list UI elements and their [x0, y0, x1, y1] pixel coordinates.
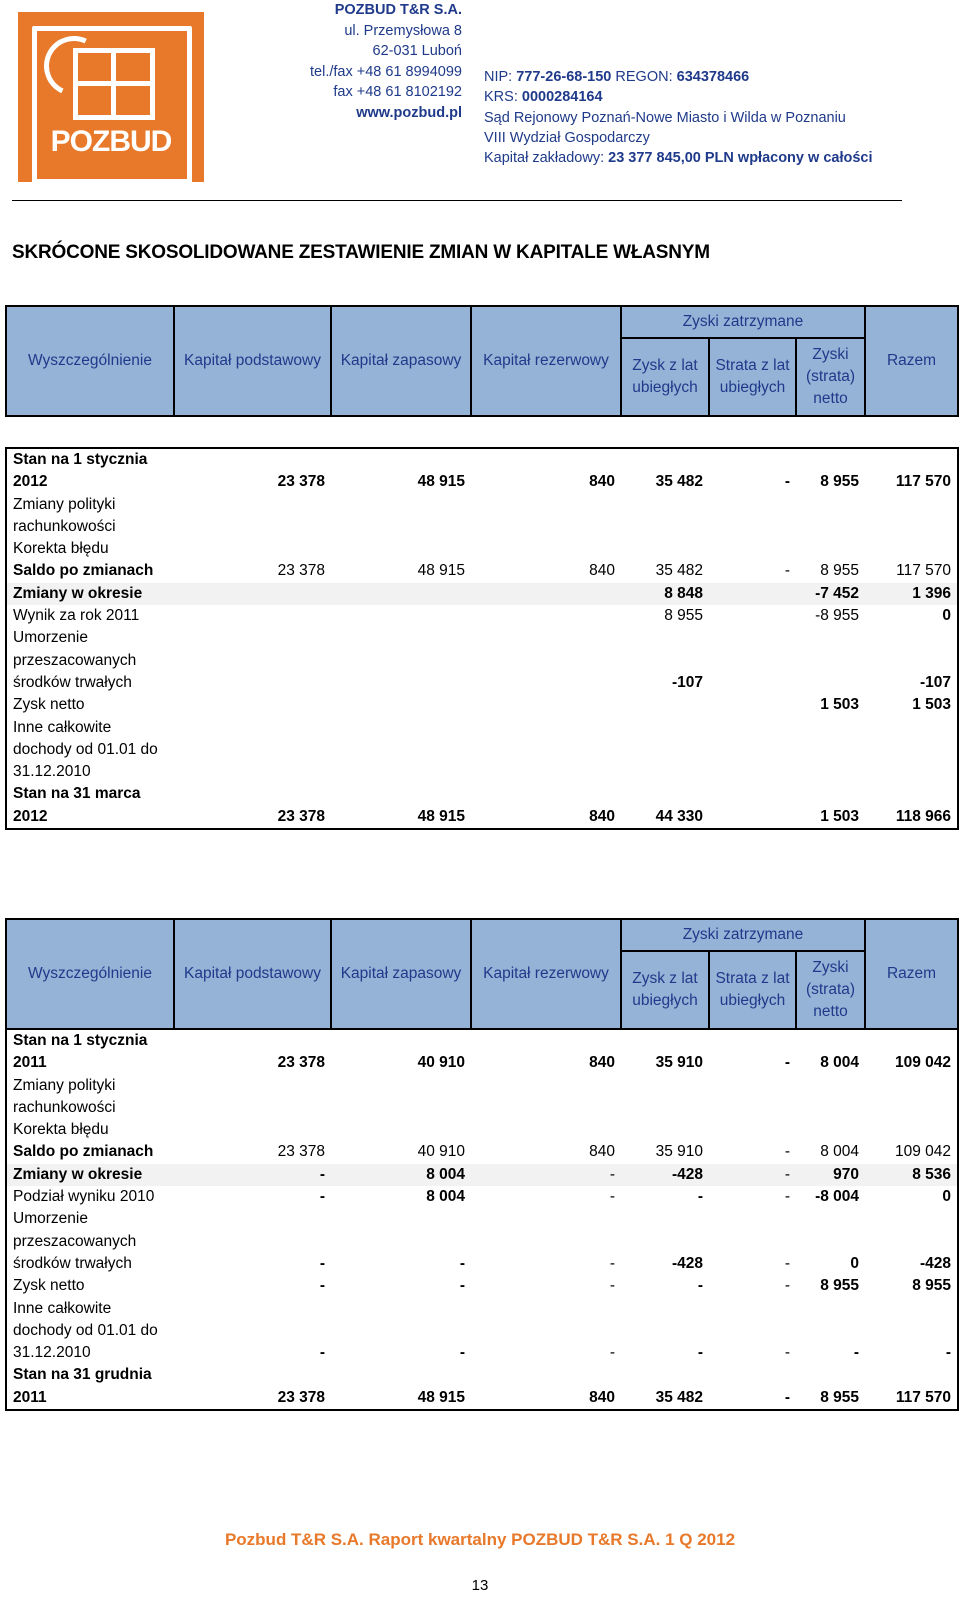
value-cell: 117 570: [865, 1364, 958, 1410]
value-cell: -: [319, 1277, 325, 1295]
table-row: [6, 717, 958, 784]
value-cell: 8 955: [664, 607, 703, 625]
value-cell: 48 915: [331, 783, 471, 829]
value-cell: -: [784, 1344, 790, 1362]
value-cell: 8 004: [331, 1164, 471, 1186]
value-cell: [796, 1119, 865, 1141]
table-row: [6, 538, 958, 560]
col-header-total: Razem: [865, 306, 958, 416]
table-row: [6, 1141, 958, 1163]
value-cell: 1 503: [796, 783, 865, 829]
value-cell: [174, 694, 331, 716]
value-cell: -: [609, 1188, 615, 1206]
value-cell: [796, 627, 865, 694]
value-cell: [331, 605, 471, 627]
value-cell: [331, 583, 471, 605]
value-cell: 0: [865, 1186, 958, 1208]
value-cell: -: [865, 1298, 958, 1365]
value-cell: -: [709, 1164, 796, 1186]
value-cell: 8 536: [865, 1164, 958, 1186]
table-row: [6, 1364, 958, 1410]
col-header-share-capital: Kapitał podstawowy: [174, 306, 331, 416]
row-label: Podział wyniku 2010: [6, 1186, 174, 1208]
value-cell: 40 910: [417, 1143, 465, 1161]
nip-regon-line: NIP: 777-26-68-150 REGON: 634378466: [484, 69, 750, 85]
value-cell: [865, 494, 958, 539]
value-cell: 840: [471, 448, 621, 494]
value-cell: 8 955: [820, 1277, 860, 1295]
row-label: Zysk netto: [6, 694, 174, 716]
value-cell: -: [174, 1164, 331, 1186]
page-title: SKRÓCONE SKOSOLIDOWANE ZESTAWIENIE ZMIAN W KAPITALE WŁASNYM: [12, 242, 710, 263]
row-label: Korekta błędu: [6, 1119, 174, 1141]
company-name: POZBUD T&R S.A.: [334, 2, 462, 18]
value-cell: [471, 494, 621, 539]
company-address-block: [300, 0, 462, 123]
row-label: Zmiany w okresie: [6, 1164, 174, 1186]
value-cell: 48 915: [331, 1364, 471, 1410]
value-cell: [174, 717, 331, 784]
table-row: [6, 1186, 958, 1208]
value-cell: [174, 605, 331, 627]
value-cell: -: [319, 1188, 325, 1206]
value-cell: [174, 538, 331, 560]
value-cell: -: [709, 448, 796, 494]
value-cell: [471, 583, 621, 605]
row-label: Stan na 1 stycznia 2011: [6, 1029, 174, 1075]
value-cell: 840: [471, 783, 621, 829]
value-cell: [331, 494, 471, 539]
value-cell: -428: [865, 1208, 958, 1275]
value-cell: [331, 627, 471, 694]
row-label: Umorzenie przeszacowanych środków trwałych: [6, 627, 174, 694]
value-cell: 48 915: [331, 448, 471, 494]
value-cell: -428: [671, 1254, 703, 1272]
value-cell: [709, 694, 796, 716]
value-cell: 1 503: [865, 694, 958, 716]
value-cell: [709, 605, 796, 627]
value-cell: 1 503: [820, 696, 860, 714]
value-cell: -: [784, 1054, 790, 1072]
value-cell: -: [459, 1277, 465, 1295]
value-cell: -: [459, 1254, 465, 1272]
col-header-retained-earnings: Zyski zatrzymane: [621, 306, 865, 338]
equity-table-2011: [5, 918, 959, 1411]
value-cell: -8 004: [815, 1188, 860, 1206]
equity-table-2012: [5, 305, 959, 830]
header-rule: [12, 200, 902, 201]
value-cell: [709, 783, 796, 829]
value-cell: [471, 1075, 621, 1120]
value-cell: 0: [865, 605, 958, 627]
row-label: Inne całkowite dochody od 01.01 do 31.12.2010: [6, 1298, 174, 1365]
value-cell: [471, 694, 621, 716]
value-cell: 117 570: [865, 560, 958, 582]
value-cell: [331, 1075, 471, 1120]
row-label: Umorzenie przeszacowanych środków trwałych: [6, 1208, 174, 1275]
value-cell: -: [784, 1188, 790, 1206]
row-label: Saldo po zmianach: [6, 1141, 174, 1163]
row-label: Inne całkowite dochody od 01.01 do 31.12.2010: [6, 717, 174, 784]
value-cell: [331, 538, 471, 560]
value-cell: 40 910: [417, 1054, 465, 1072]
value-cell: -: [709, 1364, 796, 1410]
value-cell: 970: [796, 1164, 865, 1186]
logo-window-icon: [73, 48, 155, 120]
row-label: Zmiany polityki rachunkowości: [6, 494, 174, 539]
value-cell: [621, 1075, 709, 1120]
col-header-supplementary-capital: Kapitał zapasowy: [331, 306, 471, 416]
value-cell: 35 482: [655, 562, 703, 580]
value-cell: [796, 1075, 865, 1120]
value-cell: -: [459, 1344, 465, 1362]
company-logo: [18, 12, 204, 182]
company-fax: fax +48 61 8102192: [333, 84, 462, 100]
col-header-description: Wyszczególnienie: [6, 919, 174, 1029]
value-cell: -: [319, 1254, 325, 1272]
value-cell: -7 452: [796, 583, 865, 605]
row-label: Zysk netto: [6, 1275, 174, 1297]
value-cell: 840: [471, 1364, 621, 1410]
value-cell: [621, 494, 709, 539]
value-cell: -428: [621, 1164, 709, 1186]
value-cell: 118 966: [865, 783, 958, 829]
value-cell: -: [784, 562, 790, 580]
value-cell: 1 396: [865, 583, 958, 605]
row-label: Zmiany polityki rachunkowości: [6, 1075, 174, 1120]
value-cell: [621, 538, 709, 560]
value-cell: 48 915: [417, 562, 465, 580]
value-cell: [471, 717, 621, 784]
value-cell: 8 955: [796, 1364, 865, 1410]
table-row: [6, 1029, 958, 1075]
value-cell: -8 955: [815, 607, 860, 625]
value-cell: [709, 717, 796, 784]
value-cell: 8 955: [796, 448, 865, 494]
value-cell: 23 378: [174, 783, 331, 829]
value-cell: 8 955: [865, 1275, 958, 1297]
value-cell: 8 004: [820, 1054, 860, 1072]
value-cell: [709, 1075, 796, 1120]
table-row: [6, 1075, 958, 1120]
value-cell: [865, 1075, 958, 1120]
table-row: [6, 694, 958, 716]
value-cell: 23 378: [174, 1364, 331, 1410]
row-label: Saldo po zmianach: [6, 560, 174, 582]
col-header-prior-loss: Strata z lat ubiegłych: [709, 951, 796, 1029]
col-header-reserve-capital: Kapitał rezerwowy: [471, 919, 621, 1029]
value-cell: -: [609, 1277, 615, 1295]
value-cell: -: [697, 1277, 703, 1295]
value-cell: [331, 1119, 471, 1141]
value-cell: 8 004: [820, 1143, 860, 1161]
value-cell: [709, 494, 796, 539]
table-row: [6, 1208, 958, 1275]
value-cell: [471, 605, 621, 627]
value-cell: [796, 538, 865, 560]
col-header-description: Wyszczególnienie: [6, 306, 174, 416]
value-cell: [471, 1119, 621, 1141]
table-row: [6, 605, 958, 627]
company-tel: tel./fax +48 61 8994099: [310, 63, 462, 80]
value-cell: -: [784, 1277, 790, 1295]
company-registration-block: [484, 67, 873, 168]
value-cell: 35 910: [655, 1054, 703, 1072]
value-cell: -107: [671, 673, 703, 691]
value-cell: [709, 627, 796, 694]
header-gap: [6, 416, 958, 448]
value-cell: 23 378: [174, 448, 331, 494]
table-row: [6, 1298, 958, 1365]
company-street: ul. Przemysłowa 8: [344, 22, 462, 39]
value-cell: [471, 538, 621, 560]
capital-line: Kapitał zakładowy: 23 377 845,00 PLN wpłacony w całości: [484, 150, 873, 167]
krs-line: KRS: 0000284164: [484, 89, 603, 106]
value-cell: 23 378: [277, 562, 325, 580]
col-header-prior-profit: Zysk z lat ubiegłych: [621, 951, 709, 1029]
value-cell: [796, 494, 865, 539]
value-cell: [331, 717, 471, 784]
value-cell: [174, 1075, 331, 1120]
value-cell: 8 848: [621, 583, 709, 605]
page-number: 13: [471, 1577, 489, 1594]
value-cell: [174, 494, 331, 539]
value-cell: [331, 694, 471, 716]
value-cell: -: [471, 1164, 621, 1186]
value-cell: 840: [589, 562, 615, 580]
table-row: [6, 1275, 958, 1297]
table-row: [6, 627, 958, 694]
row-label: Stan na 31 grudnia 2011: [6, 1364, 174, 1410]
col-header-prior-loss: Strata z lat ubiegłych: [709, 338, 796, 416]
table-row: [6, 1119, 958, 1141]
value-cell: [865, 1119, 958, 1141]
col-header-share-capital: Kapitał podstawowy: [174, 919, 331, 1029]
row-label: Zmiany w okresie: [6, 583, 174, 605]
table-row: [6, 783, 958, 829]
value-cell: 109 042: [865, 1029, 958, 1075]
value-cell: 0: [850, 1254, 860, 1272]
value-cell: [621, 717, 709, 784]
table-row: [6, 494, 958, 539]
value-cell: [174, 627, 331, 694]
value-cell: 109 042: [865, 1141, 958, 1163]
value-cell: 44 330: [621, 783, 709, 829]
value-cell: [865, 717, 958, 784]
value-cell: [709, 1119, 796, 1141]
row-label: Wynik za rok 2011: [6, 605, 174, 627]
col-header-prior-profit: Zysk z lat ubiegłych: [621, 338, 709, 416]
col-header-reserve-capital: Kapitał rezerwowy: [471, 306, 621, 416]
col-header-total: Razem: [865, 919, 958, 1029]
table-row: [6, 1164, 958, 1186]
value-cell: -: [784, 1254, 790, 1272]
value-cell: [174, 1119, 331, 1141]
value-cell: [865, 538, 958, 560]
value-cell: 23 378: [277, 1054, 325, 1072]
value-cell: -: [697, 1188, 703, 1206]
col-header-retained-earnings: Zyski zatrzymane: [621, 919, 865, 951]
value-cell: [709, 583, 796, 605]
col-header-supplementary-capital: Kapitał zapasowy: [331, 919, 471, 1029]
value-cell: -: [609, 1344, 615, 1362]
value-cell: [621, 694, 709, 716]
value-cell: [471, 627, 621, 694]
court-line: Sąd Rejonowy Poznań-Nowe Miasto i Wilda w Poznaniu: [484, 109, 846, 126]
value-cell: -: [609, 1254, 615, 1272]
value-cell: -: [784, 1143, 790, 1161]
value-cell: 8 004: [426, 1188, 465, 1206]
row-label: Stan na 31 marca 2012: [6, 783, 174, 829]
value-cell: 35 482: [621, 1364, 709, 1410]
value-cell: 840: [589, 1054, 615, 1072]
company-website[interactable]: www.pozbud.pl: [356, 104, 462, 121]
value-cell: 8 955: [820, 562, 860, 580]
value-cell: [621, 1119, 709, 1141]
page-footer: Pozbud T&R S.A. Raport kwartalny POZBUD T&R S.A. 1 Q 2012: [224, 1530, 736, 1549]
department-line: VIII Wydział Gospodarczy: [484, 129, 650, 146]
value-cell: -: [697, 1344, 703, 1362]
value-cell: 23 378: [277, 1143, 325, 1161]
value-cell: [796, 717, 865, 784]
table-row: [6, 583, 958, 605]
row-label: Stan na 1 stycznia 2012: [6, 448, 174, 494]
value-cell: -107: [865, 627, 958, 694]
table-row: [6, 448, 958, 494]
value-cell: 117 570: [865, 448, 958, 494]
value-cell: 840: [589, 1143, 615, 1161]
value-cell: -: [319, 1344, 325, 1362]
company-city: 62-031 Luboń: [372, 43, 462, 59]
value-cell: [174, 583, 331, 605]
value-cell: [709, 538, 796, 560]
logo-brand-text: POZBUD: [50, 125, 172, 158]
value-cell: 35 482: [621, 448, 709, 494]
row-label: Korekta błędu: [6, 538, 174, 560]
col-header-net-profit: Zyski (strata) netto: [796, 338, 865, 416]
col-header-net-profit: Zyski (strata) netto: [796, 951, 865, 1029]
value-cell: 35 910: [655, 1143, 703, 1161]
table-row: [6, 560, 958, 582]
value-cell: -: [853, 1344, 860, 1362]
